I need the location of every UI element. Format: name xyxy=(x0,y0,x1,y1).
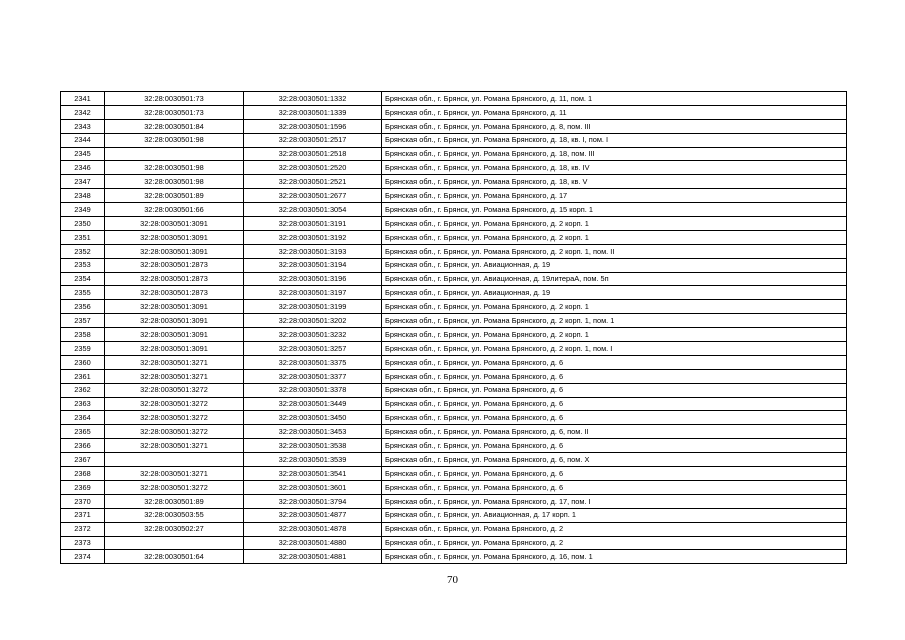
address-cell: Брянская обл., г. Брянск, ул. Романа Брянского, д. 6, пом. X xyxy=(382,453,847,467)
table-row xyxy=(61,439,847,453)
table-row xyxy=(61,217,847,231)
object-cadastral-number-cell: 32:28:0030501:3539 xyxy=(244,453,382,467)
address-cell: Брянская обл., г. Брянск, ул. Романа Брянского, д. 2 корп. 1, пом. 1 xyxy=(382,314,847,328)
parcel-cadastral-number-cell: 32:28:0030501:3271 xyxy=(105,369,244,383)
object-cadastral-number-cell: 32:28:0030501:3054 xyxy=(244,203,382,217)
object-cadastral-number-cell: 32:28:0030501:3194 xyxy=(244,258,382,272)
object-cadastral-number-cell: 32:28:0030501:2517 xyxy=(244,133,382,147)
object-cadastral-number-cell: 32:28:0030501:3193 xyxy=(244,244,382,258)
row-number-cell: 2372 xyxy=(61,522,105,536)
table-row xyxy=(61,425,847,439)
row-number-cell: 2359 xyxy=(61,342,105,356)
parcel-cadastral-number-cell: 32:28:0030501:73 xyxy=(105,92,244,106)
parcel-cadastral-number-cell: 32:28:0030501:64 xyxy=(105,550,244,564)
row-number-cell: 2357 xyxy=(61,314,105,328)
parcel-cadastral-number-cell: 32:28:0030501:2873 xyxy=(105,272,244,286)
parcel-cadastral-number-cell: 32:28:0030501:3091 xyxy=(105,342,244,356)
table-row xyxy=(61,286,847,300)
row-number-cell: 2373 xyxy=(61,536,105,550)
row-number-cell: 2361 xyxy=(61,369,105,383)
row-number-cell: 2355 xyxy=(61,286,105,300)
parcel-cadastral-number-cell: 32:28:0030501:89 xyxy=(105,494,244,508)
address-cell: Брянская обл., г. Брянск, ул. Романа Брянского, д. 11 xyxy=(382,105,847,119)
parcel-cadastral-number-cell xyxy=(105,453,244,467)
parcel-cadastral-number-cell: 32:28:0030501:3091 xyxy=(105,244,244,258)
table-row xyxy=(61,397,847,411)
table-row xyxy=(61,536,847,550)
row-number-cell: 2362 xyxy=(61,383,105,397)
table-row xyxy=(61,508,847,522)
table-row xyxy=(61,453,847,467)
row-number-cell: 2343 xyxy=(61,119,105,133)
row-number-cell: 2349 xyxy=(61,203,105,217)
address-cell: Брянская обл., г. Брянск, ул. Романа Брянского, д. 2 xyxy=(382,536,847,550)
object-cadastral-number-cell: 32:28:0030501:4881 xyxy=(244,550,382,564)
row-number-cell: 2353 xyxy=(61,258,105,272)
row-number-cell: 2367 xyxy=(61,453,105,467)
object-cadastral-number-cell: 32:28:0030501:3449 xyxy=(244,397,382,411)
row-number-cell: 2346 xyxy=(61,161,105,175)
row-number-cell: 2344 xyxy=(61,133,105,147)
table-row xyxy=(61,369,847,383)
parcel-cadastral-number-cell xyxy=(105,147,244,161)
address-cell: Брянская обл., г. Брянск, ул. Романа Брянского, д. 2 корп. 1 xyxy=(382,300,847,314)
address-cell: Брянская обл., г. Брянск, ул. Романа Брянского, д. 18, кв. IV xyxy=(382,161,847,175)
table-row xyxy=(61,467,847,481)
parcel-cadastral-number-cell: 32:28:0030501:3091 xyxy=(105,300,244,314)
row-number-cell: 2358 xyxy=(61,328,105,342)
row-number-cell: 2371 xyxy=(61,508,105,522)
table-row xyxy=(61,480,847,494)
parcel-cadastral-number-cell: 32:28:0030501:3272 xyxy=(105,397,244,411)
table-row xyxy=(61,383,847,397)
address-cell: Брянская обл., г. Брянск, ул. Романа Брянского, д. 17 xyxy=(382,189,847,203)
row-number-cell: 2345 xyxy=(61,147,105,161)
table-body xyxy=(61,92,847,564)
object-cadastral-number-cell: 32:28:0030501:3601 xyxy=(244,480,382,494)
object-cadastral-number-cell: 32:28:0030501:1596 xyxy=(244,119,382,133)
address-cell: Брянская обл., г. Брянск, ул. Романа Брянского, д. 6 xyxy=(382,397,847,411)
address-cell: Брянская обл., г. Брянск, ул. Романа Брянского, д. 8, пом. III xyxy=(382,119,847,133)
parcel-cadastral-number-cell: 32:28:0030502:27 xyxy=(105,522,244,536)
address-cell: Брянская обл., г. Брянск, ул. Романа Брянского, д. 6 xyxy=(382,439,847,453)
row-number-cell: 2356 xyxy=(61,300,105,314)
row-number-cell: 2366 xyxy=(61,439,105,453)
row-number-cell: 2348 xyxy=(61,189,105,203)
object-cadastral-number-cell: 32:28:0030501:3541 xyxy=(244,467,382,481)
object-cadastral-number-cell: 32:28:0030501:3196 xyxy=(244,272,382,286)
parcel-cadastral-number-cell xyxy=(105,536,244,550)
address-cell: Брянская обл., г. Брянск, ул. Романа Брянского, д. 18, пом. III xyxy=(382,147,847,161)
table-row xyxy=(61,494,847,508)
table-row xyxy=(61,328,847,342)
address-cell: Брянская обл., г. Брянск, ул. Романа Брянского, д. 2 корп. 1 xyxy=(382,230,847,244)
object-cadastral-number-cell: 32:28:0030501:3377 xyxy=(244,369,382,383)
address-cell: Брянская обл., г. Брянск, ул. Романа Брянского, д. 6 xyxy=(382,355,847,369)
object-cadastral-number-cell: 32:28:0030501:3199 xyxy=(244,300,382,314)
table-row xyxy=(61,300,847,314)
parcel-cadastral-number-cell: 32:28:0030501:73 xyxy=(105,105,244,119)
address-cell: Брянская обл., г. Брянск, ул. Романа Брянского, д. 2 корп. 1, пом. II xyxy=(382,244,847,258)
row-number-cell: 2374 xyxy=(61,550,105,564)
parcel-cadastral-number-cell: 32:28:0030501:3091 xyxy=(105,217,244,231)
row-number-cell: 2363 xyxy=(61,397,105,411)
parcel-cadastral-number-cell: 32:28:0030501:3091 xyxy=(105,230,244,244)
parcel-cadastral-number-cell: 32:28:0030501:2873 xyxy=(105,258,244,272)
address-cell: Брянская обл., г. Брянск, ул. Романа Брянского, д. 2 xyxy=(382,522,847,536)
address-cell: Брянская обл., г. Брянск, ул. Романа Брянского, д. 15 корп. 1 xyxy=(382,203,847,217)
parcel-cadastral-number-cell: 32:28:0030501:3271 xyxy=(105,355,244,369)
object-cadastral-number-cell: 32:28:0030501:1339 xyxy=(244,105,382,119)
object-cadastral-number-cell: 32:28:0030501:3257 xyxy=(244,342,382,356)
address-cell: Брянская обл., г. Брянск, ул. Романа Брянского, д. 2 корп. 1 xyxy=(382,328,847,342)
address-cell: Брянская обл., г. Брянск, ул. Романа Брянского, д. 6 xyxy=(382,467,847,481)
address-cell: Брянская обл., г. Брянск, ул. Романа Брянского, д. 6 xyxy=(382,369,847,383)
object-cadastral-number-cell: 32:28:0030501:3794 xyxy=(244,494,382,508)
address-cell: Брянская обл., г. Брянск, ул. Авиационная, д. 19литераА, пом. 5п xyxy=(382,272,847,286)
object-cadastral-number-cell: 32:28:0030501:3191 xyxy=(244,217,382,231)
table-row xyxy=(61,342,847,356)
row-number-cell: 2364 xyxy=(61,411,105,425)
address-cell: Брянская обл., г. Брянск, ул. Романа Брянского, д. 17, пом. I xyxy=(382,494,847,508)
address-cell: Брянская обл., г. Брянск, ул. Романа Брянского, д. 16, пом. 1 xyxy=(382,550,847,564)
page-number: 70 xyxy=(447,574,458,586)
row-number-cell: 2341 xyxy=(61,92,105,106)
row-number-cell: 2360 xyxy=(61,355,105,369)
object-cadastral-number-cell: 32:28:0030501:3202 xyxy=(244,314,382,328)
address-cell: Брянская обл., г. Брянск, ул. Романа Брянского, д. 6 xyxy=(382,411,847,425)
table-row xyxy=(61,244,847,258)
parcel-cadastral-number-cell: 32:28:0030501:3271 xyxy=(105,439,244,453)
object-cadastral-number-cell: 32:28:0030501:2677 xyxy=(244,189,382,203)
parcel-cadastral-number-cell: 32:28:0030501:3272 xyxy=(105,425,244,439)
parcel-cadastral-number-cell: 32:28:0030501:98 xyxy=(105,161,244,175)
object-cadastral-number-cell: 32:28:0030501:3453 xyxy=(244,425,382,439)
address-cell: Брянская обл., г. Брянск, ул. Романа Брянского, д. 6 xyxy=(382,383,847,397)
address-cell: Брянская обл., г. Брянск, ул. Романа Брянского, д. 18, кв. I, пом. I xyxy=(382,133,847,147)
parcel-cadastral-number-cell: 32:28:0030501:3272 xyxy=(105,411,244,425)
object-cadastral-number-cell: 32:28:0030501:3538 xyxy=(244,439,382,453)
table-row xyxy=(61,175,847,189)
parcel-cadastral-number-cell: 32:28:0030501:84 xyxy=(105,119,244,133)
object-cadastral-number-cell: 32:28:0030501:3197 xyxy=(244,286,382,300)
table-row xyxy=(61,272,847,286)
object-cadastral-number-cell: 32:28:0030501:2521 xyxy=(244,175,382,189)
address-cell: Брянская обл., г. Брянск, ул. Романа Брянского, д. 18, кв. V xyxy=(382,175,847,189)
address-cell: Брянская обл., г. Брянск, ул. Романа Брянского, д. 2 корп. 1 xyxy=(382,217,847,231)
object-cadastral-number-cell: 32:28:0030501:2520 xyxy=(244,161,382,175)
object-cadastral-number-cell: 32:28:0030501:1332 xyxy=(244,92,382,106)
property-registry-table xyxy=(60,91,847,564)
object-cadastral-number-cell: 32:28:0030501:3378 xyxy=(244,383,382,397)
table-row xyxy=(61,133,847,147)
address-cell: Брянская обл., г. Брянск, ул. Авиационная, д. 19 xyxy=(382,286,847,300)
parcel-cadastral-number-cell: 32:28:0030501:3272 xyxy=(105,480,244,494)
table-row xyxy=(61,230,847,244)
table-row xyxy=(61,522,847,536)
parcel-cadastral-number-cell: 32:28:0030501:3272 xyxy=(105,383,244,397)
parcel-cadastral-number-cell: 32:28:0030501:3271 xyxy=(105,467,244,481)
table-row xyxy=(61,550,847,564)
table-row xyxy=(61,119,847,133)
object-cadastral-number-cell: 32:28:0030501:3192 xyxy=(244,230,382,244)
row-number-cell: 2369 xyxy=(61,480,105,494)
table-row xyxy=(61,314,847,328)
parcel-cadastral-number-cell: 32:28:0030501:3091 xyxy=(105,314,244,328)
parcel-cadastral-number-cell: 32:28:0030501:2873 xyxy=(105,286,244,300)
table-row xyxy=(61,203,847,217)
address-cell: Брянская обл., г. Брянск, ул. Авиационная, д. 17 корп. 1 xyxy=(382,508,847,522)
address-cell: Брянская обл., г. Брянск, ул. Авиационная, д. 19 xyxy=(382,258,847,272)
table-row xyxy=(61,147,847,161)
address-cell: Брянская обл., г. Брянск, ул. Романа Брянского, д. 11, пом. 1 xyxy=(382,92,847,106)
row-number-cell: 2370 xyxy=(61,494,105,508)
object-cadastral-number-cell: 32:28:0030501:3375 xyxy=(244,355,382,369)
object-cadastral-number-cell: 32:28:0030501:3450 xyxy=(244,411,382,425)
object-cadastral-number-cell: 32:28:0030501:4877 xyxy=(244,508,382,522)
row-number-cell: 2351 xyxy=(61,230,105,244)
table-row xyxy=(61,92,847,106)
parcel-cadastral-number-cell: 32:28:0030501:3091 xyxy=(105,328,244,342)
object-cadastral-number-cell: 32:28:0030501:3232 xyxy=(244,328,382,342)
address-cell: Брянская обл., г. Брянск, ул. Романа Брянского, д. 6 xyxy=(382,480,847,494)
row-number-cell: 2365 xyxy=(61,425,105,439)
parcel-cadastral-number-cell: 32:28:0030501:98 xyxy=(105,133,244,147)
address-cell: Брянская обл., г. Брянск, ул. Романа Брянского, д. 2 корп. 1, пом. I xyxy=(382,342,847,356)
parcel-cadastral-number-cell: 32:28:0030503:55 xyxy=(105,508,244,522)
parcel-cadastral-number-cell: 32:28:0030501:66 xyxy=(105,203,244,217)
row-number-cell: 2368 xyxy=(61,467,105,481)
parcel-cadastral-number-cell: 32:28:0030501:98 xyxy=(105,175,244,189)
table-row xyxy=(61,161,847,175)
row-number-cell: 2352 xyxy=(61,244,105,258)
table-row xyxy=(61,258,847,272)
row-number-cell: 2354 xyxy=(61,272,105,286)
parcel-cadastral-number-cell: 32:28:0030501:89 xyxy=(105,189,244,203)
table-row xyxy=(61,105,847,119)
table-row xyxy=(61,411,847,425)
row-number-cell: 2347 xyxy=(61,175,105,189)
object-cadastral-number-cell: 32:28:0030501:4878 xyxy=(244,522,382,536)
table-row xyxy=(61,355,847,369)
table-row xyxy=(61,189,847,203)
row-number-cell: 2350 xyxy=(61,217,105,231)
object-cadastral-number-cell: 32:28:0030501:4880 xyxy=(244,536,382,550)
object-cadastral-number-cell: 32:28:0030501:2518 xyxy=(244,147,382,161)
row-number-cell: 2342 xyxy=(61,105,105,119)
address-cell: Брянская обл., г. Брянск, ул. Романа Брянского, д. 6, пом. II xyxy=(382,425,847,439)
